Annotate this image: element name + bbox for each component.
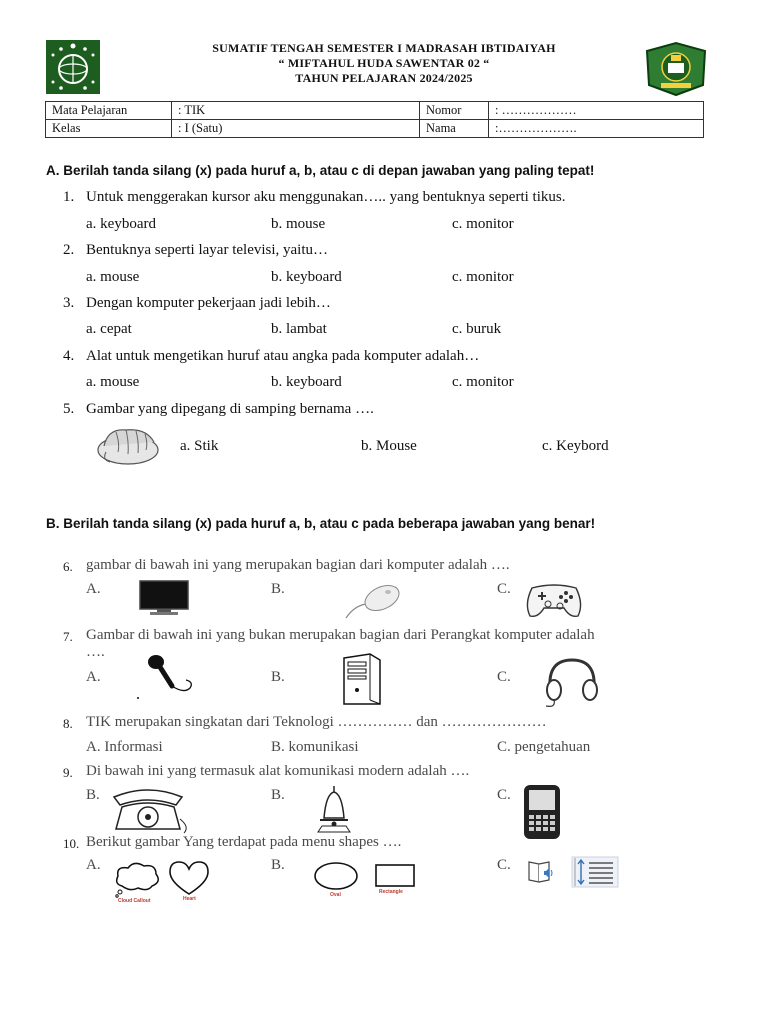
monitor-image: [138, 579, 190, 617]
question-number: 7.: [63, 629, 73, 644]
option-b[interactable]: B.: [271, 857, 285, 873]
question-number: 1.: [63, 189, 75, 205]
question-number: 4.: [63, 348, 75, 364]
option-b[interactable]: B.: [271, 581, 285, 597]
option-b[interactable]: b. Mouse: [361, 438, 417, 454]
question-text: TIK merupakan singkatan dari Teknologi …………… dan …………………: [86, 714, 547, 730]
mouse-image: [344, 578, 404, 620]
option-c[interactable]: c. monitor: [452, 269, 514, 285]
option-a[interactable]: a. mouse: [86, 269, 140, 285]
option-a[interactable]: A. Informasi: [86, 739, 163, 755]
option-b[interactable]: B.: [271, 669, 285, 685]
section-b-heading: B. Berilah tanda silang (x) pada huruf a, b, atau c pada beberapa jawaban yang benar!: [46, 516, 596, 531]
option-a[interactable]: a. mouse: [86, 374, 140, 390]
question-text: Gambar di bawah ini yang bukan merupakan bagian dari Perangkat komputer adalah: [86, 627, 595, 643]
gamepad-image: [524, 580, 584, 620]
option-b[interactable]: b. lambat: [271, 321, 327, 337]
option-a[interactable]: A.: [86, 581, 101, 597]
hand-mouse-image: [96, 422, 162, 466]
madrasah-emblem: [641, 41, 711, 97]
nu-logo: [46, 40, 100, 94]
option-a[interactable]: a. keyboard: [86, 216, 156, 232]
option-c[interactable]: c. buruk: [452, 321, 502, 337]
question-number: 5.: [63, 401, 75, 417]
option-b[interactable]: B. komunikasi: [271, 739, 359, 755]
option-b[interactable]: B.: [271, 787, 285, 803]
header-line-3: TAHUN PELAJARAN 2024/2025: [295, 71, 473, 85]
heart-shape-image: [166, 860, 212, 902]
question-text-continued: ….: [86, 644, 105, 660]
question-text: Bentuknya seperti layar televisi, yaitu…: [86, 242, 329, 258]
bell-image: [314, 784, 354, 834]
option-b[interactable]: b. mouse: [271, 216, 326, 232]
oval-shape-image: [312, 860, 360, 898]
question-text: Di bawah ini yang termasuk alat komunikasi modern adalah ….: [86, 763, 470, 779]
question-number: 3.: [63, 295, 75, 311]
question-text: Berikut gambar Yang terdapat pada menu shapes ….: [86, 834, 402, 850]
rectangle-label: Rectangle: [379, 889, 403, 895]
student-info-table: [45, 101, 704, 138]
subject-label: Mata Pelajaran: [46, 102, 172, 120]
cloud-callout-shape-image: [112, 858, 162, 904]
option-c[interactable]: C.: [497, 669, 511, 685]
option-c[interactable]: C. pengetahuan: [497, 739, 591, 755]
smartphone-image: [522, 783, 562, 841]
heart-label: Heart: [183, 896, 196, 902]
question-text: Alat untuk mengetikan huruf atau angka pada komputer adalah…: [86, 348, 480, 364]
option-a[interactable]: a. cepat: [86, 321, 132, 337]
rotary-telephone-image: [110, 783, 186, 833]
class-value: : I (Satu): [172, 120, 420, 138]
name-label: Nama: [420, 120, 489, 138]
section-a-heading: A. Berilah tanda silang (x) pada huruf a, b, atau c di depan jawaban yang paling tepat!: [46, 163, 595, 178]
question-number: 9.: [63, 765, 73, 780]
option-c[interactable]: c. monitor: [452, 374, 514, 390]
option-c[interactable]: c. Keybord: [542, 438, 609, 454]
class-label: Kelas: [46, 120, 172, 138]
question-number: 6.: [63, 559, 73, 574]
option-a[interactable]: a. Stik: [180, 438, 219, 454]
header-line-1: SUMATIF TENGAH SEMESTER I MADRASAH IBTIDAIYAH: [212, 41, 556, 55]
question-number: 2.: [63, 242, 75, 258]
question-number: 10.: [63, 836, 80, 851]
number-field[interactable]: : ………………: [489, 102, 704, 120]
option-a[interactable]: B.: [86, 787, 100, 803]
header-line-2: “ MIFTAHUL HUDA SAWENTAR 02 “: [278, 56, 490, 70]
table-row: [46, 102, 704, 120]
option-a[interactable]: A.: [86, 669, 101, 685]
question-text: Dengan komputer pekerjaan jadi lebih…: [86, 295, 331, 311]
question-text: gambar di bawah ini yang merupakan bagian dari komputer adalah ….: [86, 557, 510, 573]
option-c[interactable]: C.: [497, 787, 511, 803]
option-c[interactable]: C.: [497, 857, 511, 873]
cloud-callout-label: Cloud Callout: [118, 898, 151, 904]
number-label: Nomor: [420, 102, 489, 120]
headphones-image: [542, 654, 602, 708]
option-b[interactable]: b. keyboard: [271, 374, 342, 390]
table-row: [46, 120, 704, 138]
oval-label: Oval: [330, 892, 341, 898]
option-c[interactable]: c. monitor: [452, 216, 514, 232]
question-text: Untuk menggerakan kursor aku menggunakan….. yang bentuknya seperti tikus.: [86, 189, 566, 205]
question-number: 8.: [63, 716, 73, 731]
cpu-tower-image: [340, 652, 384, 706]
book-audio-icon: [526, 858, 556, 886]
option-a[interactable]: A.: [86, 857, 101, 873]
question-text: Gambar yang dipegang di samping bernama ….: [86, 401, 374, 417]
option-b[interactable]: b. keyboard: [271, 269, 342, 285]
line-spacing-icon: [571, 856, 621, 888]
rectangle-shape-image: [373, 862, 419, 896]
name-field[interactable]: :……………….: [489, 120, 704, 138]
subject-value: : TIK: [172, 102, 420, 120]
option-c[interactable]: C.: [497, 581, 511, 597]
microphone-image: [134, 652, 196, 702]
